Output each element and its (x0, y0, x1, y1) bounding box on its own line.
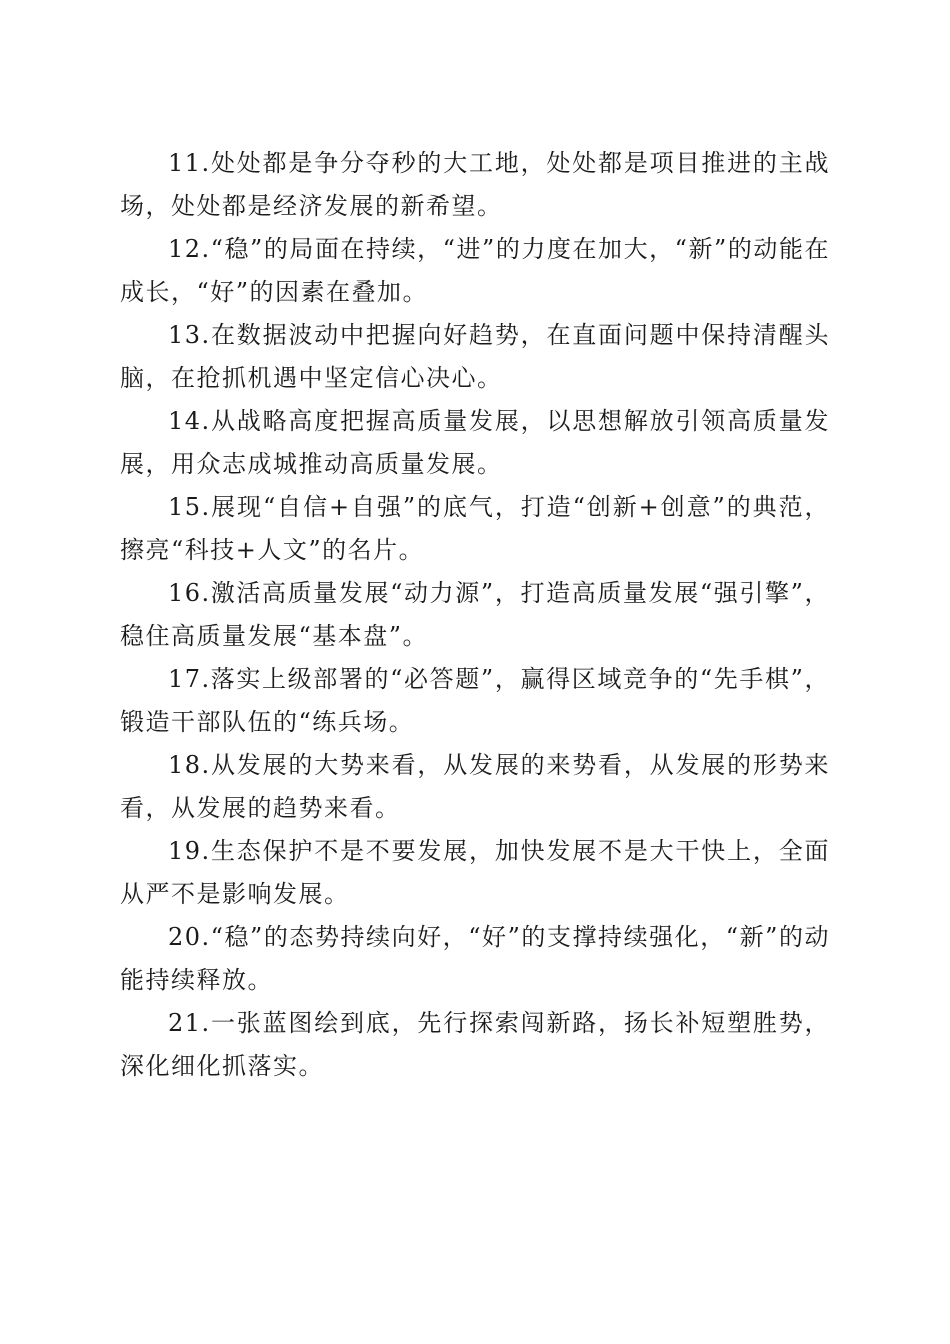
list-item-14: 14.从战略高度把握高质量发展，以思想解放引领高质量发展，用众志成城推动高质量发展。 (120, 407, 830, 478)
list-item-12: 12.“稳”的局面在持续，“进”的力度在加大，“新”的动能在成长，“好”的因素在叠加。 (120, 235, 830, 306)
list-item-17: 17.落实上级部署的“必答题”，赢得区域竞争的“先手棋”，锻造干部队伍的“练兵场。 (120, 665, 830, 736)
list-item-18: 18.从发展的大势来看，从发展的来势看，从发展的形势来看，从发展的趋势来看。 (120, 751, 830, 822)
list-item-13: 13.在数据波动中把握向好趋势，在直面问题中保持清醒头脑，在抢抓机遇中坚定信心决心。 (120, 321, 830, 392)
list-item-21: 21.一张蓝图绘到底，先行探索闯新路，扬长补短塑胜势，深化细化抓落实。 (120, 1009, 830, 1080)
list-item-15: 15.展现“自信+自强”的底气，打造“创新+创意”的典范，擦亮“科技+人文”的名片。 (120, 493, 830, 564)
list-item-19: 19.生态保护不是不要发展，加快发展不是大干快上，全面从严不是影响发展。 (120, 837, 830, 908)
list-item-16: 16.激活高质量发展“动力源”，打造高质量发展“强引擎”，稳住高质量发展“基本盘”。 (120, 579, 830, 650)
list-item-11: 11.处处都是争分夺秒的大工地，处处都是项目推进的主战场，处处都是经济发展的新希望。 (120, 149, 830, 220)
document-body (120, 142, 830, 1088)
list-item-20: 20.“稳”的态势持续向好，“好”的支撑持续强化，“新”的动能持续释放。 (120, 923, 830, 994)
